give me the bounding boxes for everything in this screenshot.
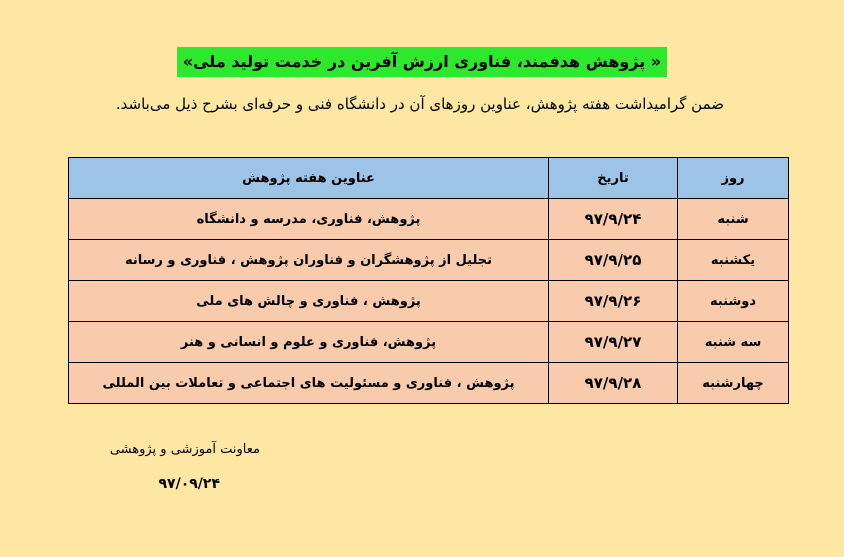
cell-date: ۹۷/۹/۲۸	[549, 363, 678, 404]
header-date: تاریخ	[549, 158, 678, 199]
cell-title: پژوهش ، فناوری و مسئولیت های اجتماعی و تعاملات بین المللی	[69, 363, 549, 404]
cell-day: شنبه	[678, 199, 789, 240]
cell-title: تجلیل از پژوهشگران و فناوران پژوهش ، فناوری و رسانه	[69, 240, 549, 281]
cell-day: دوشنبه	[678, 281, 789, 322]
footer-office-name: معاونت آموزشی و پژوهشی	[109, 442, 260, 457]
cell-title: پژوهش ، فناوری و چالش های ملی	[69, 281, 549, 322]
cell-date: ۹۷/۹/۲۶	[549, 281, 678, 322]
cell-day: چهارشنبه	[678, 363, 789, 404]
cell-day: سه شنبه	[678, 322, 789, 363]
header-title: عناوین هفته پژوهش	[69, 158, 549, 199]
cell-date: ۹۷/۹/۲۷	[549, 322, 678, 363]
cell-title: پژوهش، فناوری و علوم و انسانی و هنر	[69, 322, 549, 363]
table-row	[69, 240, 789, 281]
research-week-table	[68, 157, 789, 404]
cell-day: یکشنبه	[678, 240, 789, 281]
cell-title: پژوهش، فناوری، مدرسه و دانشگاه	[69, 199, 549, 240]
cell-date: ۹۷/۹/۲۴	[549, 199, 678, 240]
title-container	[0, 47, 844, 77]
intro-text: ضمن گرامیداشت هفته پژوهش، عناوین روزهای آن در دانشگاه فنی و حرفه‌ای بشرح ذیل می‌باشد.	[115, 95, 724, 113]
table-row	[69, 199, 789, 240]
header-day: روز	[678, 158, 789, 199]
table-row	[69, 322, 789, 363]
table-header-row	[69, 158, 789, 199]
table-row	[69, 281, 789, 322]
table-row	[69, 363, 789, 404]
page-title: « پژوهش هدفمند، فناوری ارزش آفرین در خدمت تولید ملی»	[177, 47, 667, 77]
footer-date: ۹۷/۰۹/۲۴	[158, 476, 220, 492]
cell-date: ۹۷/۹/۲۵	[549, 240, 678, 281]
